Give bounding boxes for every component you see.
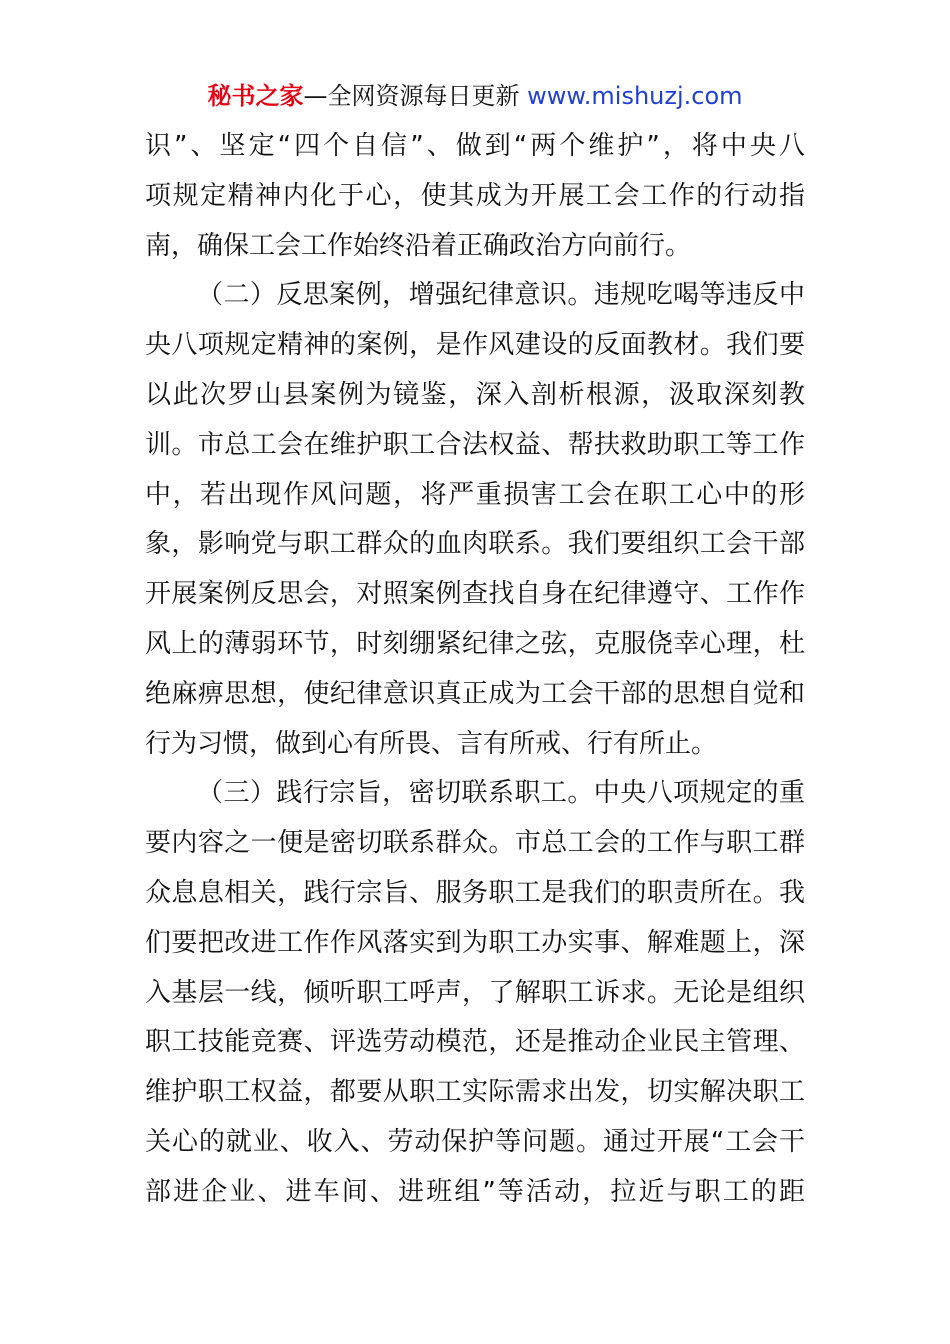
site-header — [0, 80, 950, 112]
text-line: 行为习惯，做到心有所畏、言有所戒、行有所止。 — [145, 728, 718, 759]
text-line: 绝麻痹思想，使纪律意识真正成为工会干部的思想自觉和 — [145, 678, 805, 709]
text-line: 象，影响党与职工群众的血肉联系。我们要组织工会干部 — [145, 529, 805, 560]
header-slogan: —全网资源每日更新 — [303, 82, 528, 110]
section-heading-line: （三）践行宗旨，密切联系职工。中央八项规定的重 — [197, 778, 805, 809]
text-line: 维护职工权益，都要从职工实际需求出发，切实解决职工 — [145, 1077, 805, 1108]
text-line: 中，若出现作风问题，将严重损害工会在职工心中的形 — [145, 479, 805, 510]
text-line: 项规定精神内化于心，使其成为开展工会工作的行动指 — [145, 180, 805, 211]
text-line: 职工技能竞赛、评选劳动模范，还是推动企业民主管理、 — [145, 1027, 805, 1058]
text-line: 入基层一线，倾听职工呼声，了解职工诉求。无论是组织 — [145, 977, 805, 1008]
site-url-link[interactable]: www.mishuzj.com — [527, 82, 743, 110]
brand-name: 秘书之家 — [207, 82, 304, 110]
text-line: 众息息相关，践行宗旨、服务职工是我们的职责所在。我 — [145, 877, 805, 908]
text-line: 识”、坚定“四个自信”、做到“两个维护”，将中央八 — [145, 131, 805, 161]
text-line: 部进企业、进车间、进班组”等活动，拉近与职工的距 — [145, 1176, 805, 1207]
text-line: 南，确保工会工作始终沿着正确政治方向前行。 — [145, 230, 692, 261]
text-line: 风上的薄弱环节，时刻绷紧纪律之弦，克服侥幸心理，杜 — [145, 628, 805, 659]
text-line: 开展案例反思会，对照案例查找自身在纪律遵守、工作作 — [145, 579, 805, 610]
text-line: 要内容之一便是密切联系群众。市总工会的工作与职工群 — [145, 828, 805, 859]
text-line: 关心的就业、收入、劳动保护等问题。通过开展“工会干 — [145, 1126, 805, 1157]
text-line: 央八项规定精神的案例，是作风建设的反面教材。我们要 — [145, 330, 805, 361]
text-line: 训。市总工会在维护职工合法权益、帮扶救助职工等工作 — [145, 429, 805, 460]
section-heading-line: （二）反思案例，增强纪律意识。违规吃喝等违反中 — [197, 280, 805, 311]
text-line: 们要把改进工作作风落实到为职工办实事、解难题上，深 — [145, 927, 805, 958]
document-body — [145, 122, 805, 1218]
text-line: 以此次罗山县案例为镜鉴，深入剖析根源，汲取深刻教 — [145, 379, 805, 410]
